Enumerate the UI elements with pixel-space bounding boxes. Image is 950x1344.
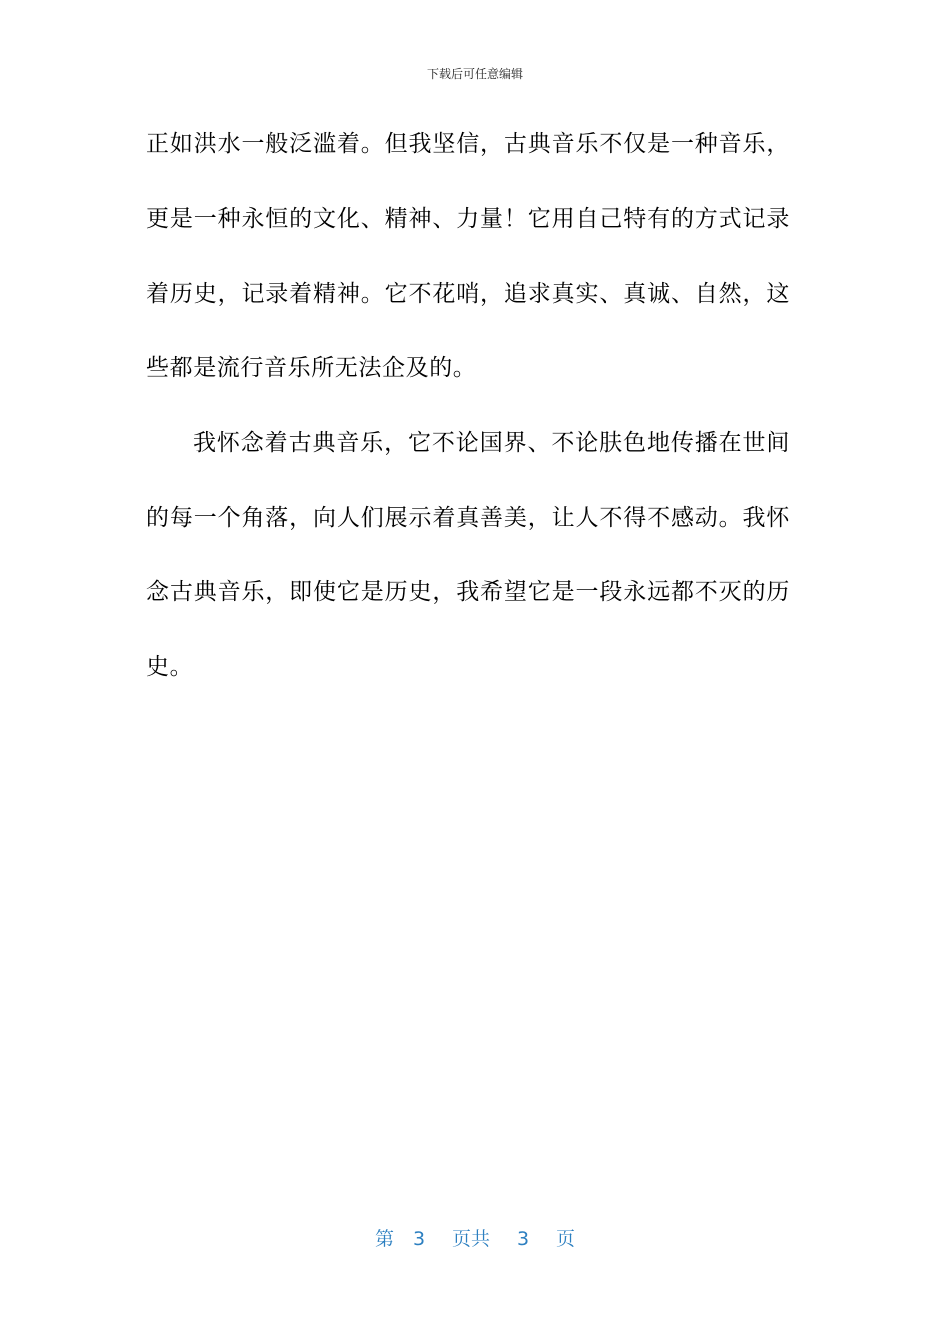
paragraph-line: 更是一种永恒的文化、精神、力量！它用自己特有的方式记录	[146, 206, 790, 232]
footer-page-mid: 页共	[452, 1228, 491, 1250]
paragraph-line: 念古典音乐，即使它是历史，我希望它是一段永远都不灭的历	[146, 579, 790, 605]
footer-total-pages: 3	[517, 1228, 530, 1250]
paragraph-line: 着历史，记录着精神。它不花哨，追求真实、真诚、自然，这	[146, 281, 790, 307]
page-header: 下载后可任意编辑	[426, 67, 523, 81]
footer-current-page: 3	[413, 1228, 426, 1250]
paragraph-line: 我怀念着古典音乐，它不论国界、不论肤色地传播在世间	[193, 430, 790, 456]
paragraph-line: 些都是流行音乐所无法企及的。	[146, 355, 477, 381]
footer-page-prefix: 第	[375, 1228, 395, 1250]
footer-page-suffix: 页	[556, 1228, 576, 1250]
paragraph-line: 正如洪水一般泛滥着。但我坚信，古典音乐不仅是一种音乐，	[146, 131, 790, 157]
page-footer	[0, 1226, 950, 1252]
paragraph-line: 史。	[146, 654, 194, 680]
paragraph-line: 的每一个角落，向人们展示着真善美，让人不得不感动。我怀	[146, 505, 790, 531]
